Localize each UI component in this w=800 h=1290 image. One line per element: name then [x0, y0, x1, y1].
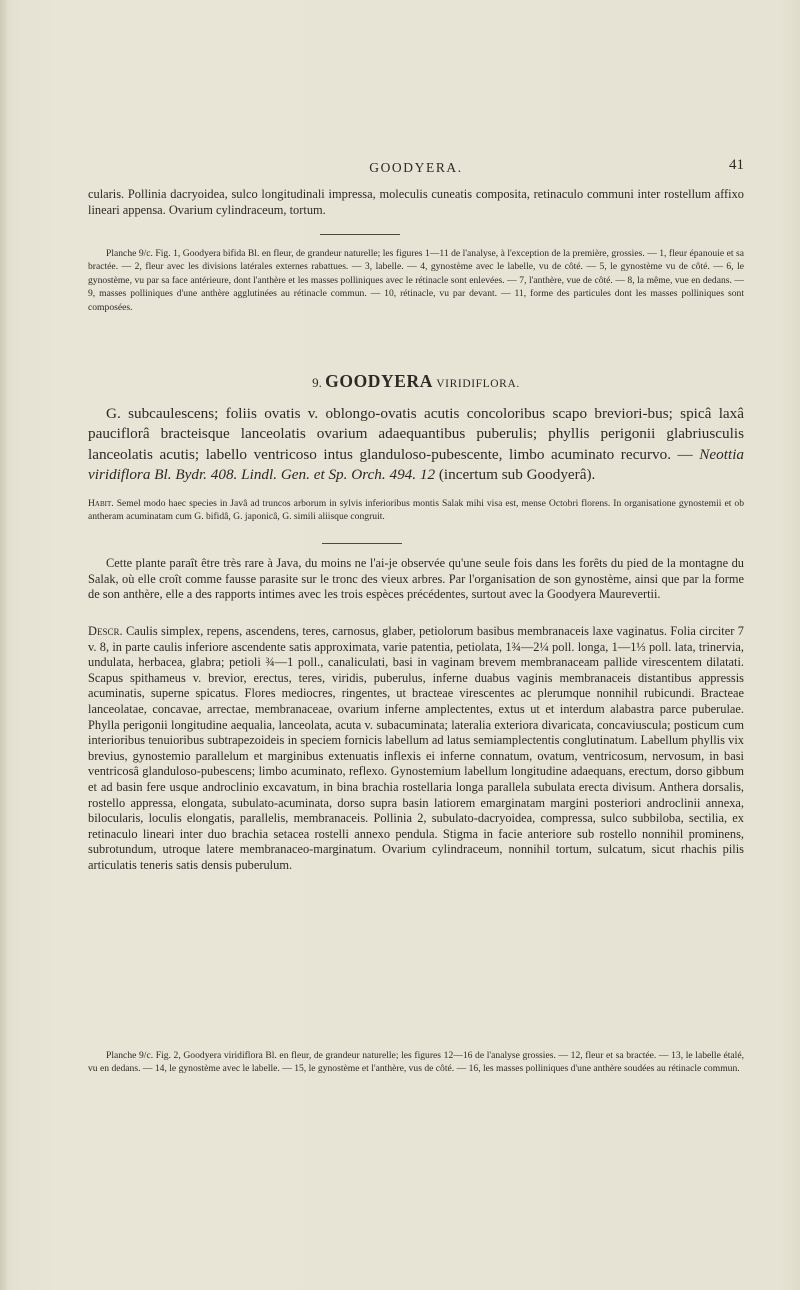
habitat-paragraph — [88, 497, 744, 524]
habitat-text — [88, 497, 744, 524]
species-number: 9. — [312, 375, 322, 390]
book-gutter — [0, 0, 7, 1290]
continuation-paragraph — [88, 187, 744, 218]
diagnosis-reference: Bl. Bydr. 408. Lindl. Gen. et Sp. Orch. 494. 12 — [154, 466, 436, 484]
diagnosis-text — [88, 404, 744, 486]
species-genus: GOODYERA — [325, 371, 434, 391]
diagnosis-paragraph — [88, 404, 744, 486]
description-paragraph — [88, 624, 744, 874]
habitat-label: Habit. — [88, 498, 114, 509]
plate-note-2-text: Planche 9/c. Fig. 2, Goodyera viridiflora Bl. en fleur, de grandeur naturelle; les figures 12—16 de l'analyse grossies. — 12, fleur et sa bractée. — 13, le labelle étalé, vu en dedans. — 14, le gynostème avec le labelle. — 15, le gynostème et l'anthère, vus de côté. — 16, les masses polliniques d'une anthère soudées au rétinacle commun. — [88, 1050, 744, 1075]
description-body: Caulis simplex, repens, ascendens, teres, carnosus, glaber, petiolorum basibus membranaceis laxe vaginatus. Folia circiter 7 v. 8, in parte caulis inferiore ascendente satis approximata, varie patentia, petiolata, 1¾—2¼ poll. longa, 1—1⅓ poll. lata, trinervia, undulata, herbacea, glabra; petioli ¾—1 poll., canaliculati, basi in vaginam brevem membranaceam pallide virescentem dilatati. Scapus spithameus v. brevior, erectus, teres, viridis, puberulus, inferne duabus vaginis membranaceis distantibus appressis acuminatis, superne spicatus. Flores mediocres, ringentes, ut bracteae virescentes ac plerumque nonnihil rubicundi. Bracteae lanceolatae, concavae, arrectae, membranaceae, ovarium inferne amplectentes, extus ut et interdum alabastra parce puberulae. Phylla perigonii longitudine aequalia, lanceolata, acuta v. subacuminata; lateralia exteriora divaricata, concaviuscula; posticum cum interioribus tenuioribus subtrapezoideis in speciem fornicis labellum ad latus semiamplectentis conglutinatum. Labellum phyllis vix brevius, gynostemio parallelum et marginibus extenuatis inflexis ei inferne connatum, ovatum, ventricosum, nervosum, in basi ventricosâ glanduloso-pubescens; limbo acuminato, reflexo. Gynostemium labellum longitudine adaequans, erectum, dorso gibbum et ad basin fere usque androclinio excavatum, in bina brachia rostellaria longa parallela subulata erecta divisum. Anthera dorsalis, rostello appressa, elongata, subulato-acuminata, dorso supra basin latiorem emarginatam margini posteriori androclinii annexa, bilocularis, loculis elongatis, parallelis, membranaceis. Pollinia 2, subulato-dacryoidea, compressa, sulco subbiloba, sectilia, ex retinaculo lineari inter duo brachia setacea rostelli annexo pendula. Stigma in facie anteriore sub rostello nonnihil prominens, subrotundum, utroque latere membranaceo-marginatum. Ovarium cylindraceum, nonnihil tortum, sulcatum, sicut rhachis pilis articulatis teneris satis densis puberulum. — [88, 624, 744, 872]
species-epithet: VIRIDIFLORA. — [436, 378, 520, 390]
habitat-body: Semel modo haec species in Javâ ad truncos arborum in sylvis inferioribus montis Salak mihi visa est, mense Octobri florens. In organisatione gynostemii et ob antheram acuminatam cum G. bifidâ, G. japonicâ, G. simili aliisque congruit. — [88, 498, 744, 523]
french-paragraph — [88, 556, 744, 603]
diagnosis-synonym: Neottia viridiflora — [88, 445, 745, 484]
description-text — [88, 624, 744, 874]
separator-rule-2 — [322, 543, 402, 544]
species-heading — [88, 371, 744, 392]
running-head — [88, 157, 744, 181]
diagnosis-main: G. subcaulescens; foliis ovatis v. oblongo-ovatis acutis concoloribus scapo breviori-bus; spicâ laxâ pauciflorâ bracteisque lanceolatis ovarium adaequantibus puberulis; phyllis perigonii glabriusculis lanceolatis acutis; labello ventricoso intus glanduloso-pubescente, limbo acuminato recurvo. — — [88, 405, 744, 463]
diagnosis-note: (incertum sub Goodyerâ). — [438, 466, 596, 484]
plate-note-1-text: Planche 9/c. Fig. 1, Goodyera bifida Bl. en fleur, de grandeur naturelle; les figures 1—11 de l'analyse, à l'exception de la première, grossies. — 1, fleur épanouie et sa bractée. — 2, fleur avec les divisions latérales externes rabattues. — 3, labelle. — 4, gynostème avec le labelle, vu de côté. — 5, le gynostème vu de côté. — 6, le gynostème, vu par sa face antérieure, dont l'anthère et les masses polliniques avec le rétinacle sont enlevées. — 7, l'anthère, vue de côté. — 8, la même, vue en dedans. — 9, masses polliniques d'une anthère agglutinées au rétinacle commun. — 10, rétinacle, vu par devant. — 11, forme des particules dont les masses polliniques sont composées. — [88, 248, 744, 313]
plate-note-1 — [88, 247, 744, 314]
separator-rule-1 — [320, 234, 400, 235]
continuation-text: cularis. Pollinia dacryoidea, sulco longitudinali impressa, moleculis cuneatis composita, retinaculo communi inter rostellum affixo lineari appensa. Ovarium cylindraceum, tortum. — [88, 187, 744, 217]
french-text: Cette plante paraît être très rare à Java, du moins ne l'ai-je observée qu'une seule fois dans les forêts du pied de la montagne du Salak, où elle croît comme fausse parasite sur le tronc des vieux arbres. Par l'organisation de son gynostème, ainsi que par la forme de son anthère, elle a des rapports intimes avec les trois espèces précédentes, surtout avec la Goodyera Maurevertii. — [88, 556, 744, 602]
description-label: Descr. — [88, 624, 123, 638]
plate-note-2 — [88, 1049, 744, 1076]
running-title: GOODYERA. — [369, 160, 463, 175]
page-number: 41 — [729, 157, 744, 173]
